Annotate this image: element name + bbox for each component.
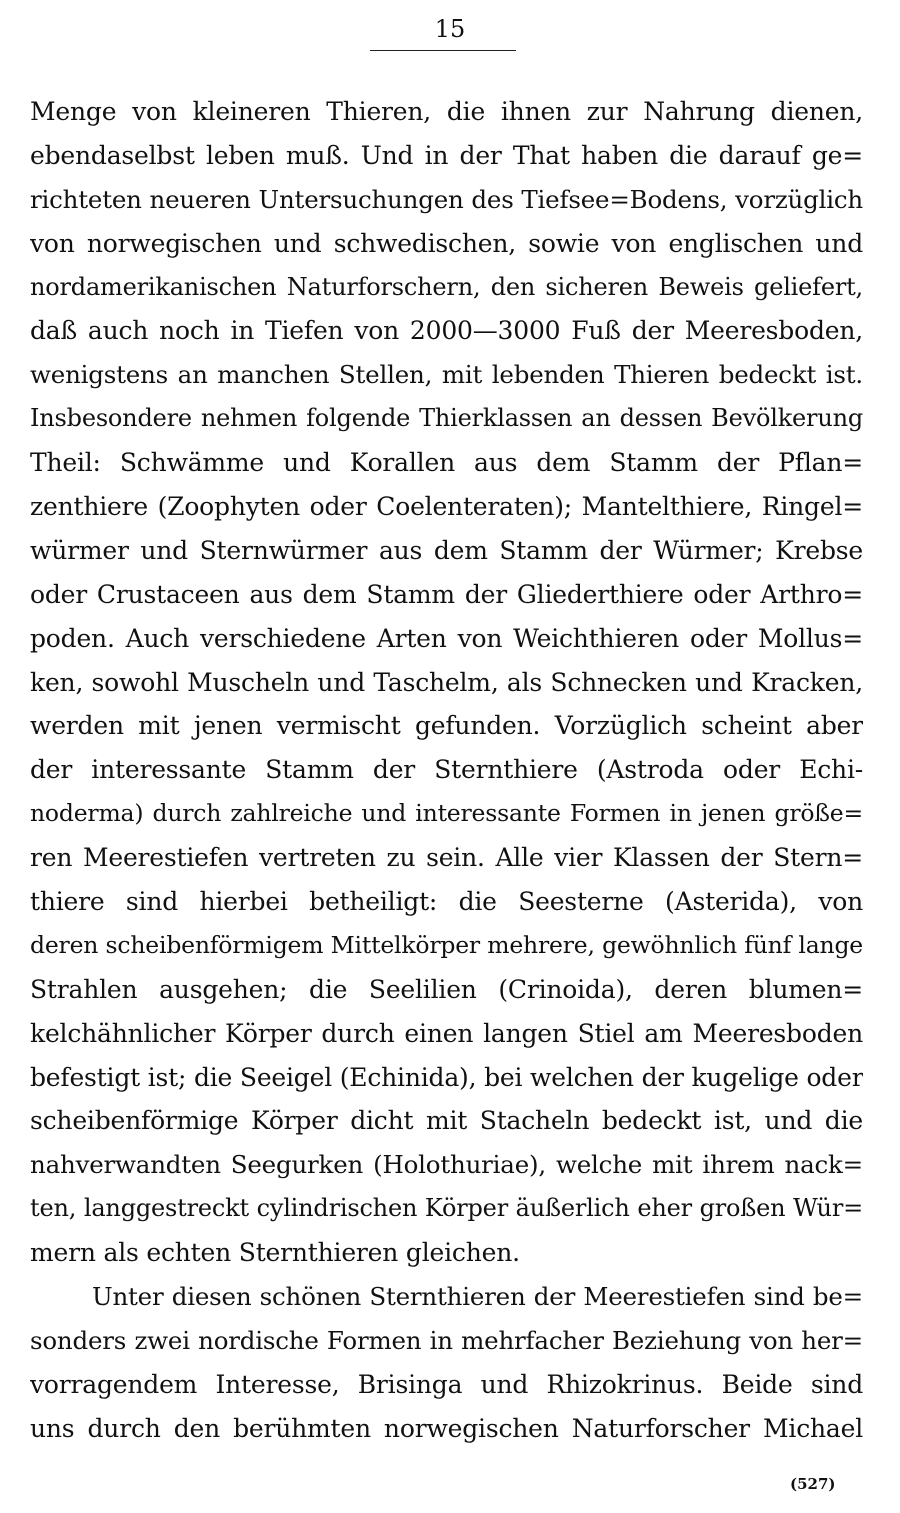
text-line: nordamerikanischen Naturforschern, den sicheren Beweis geliefert, — [30, 272, 863, 301]
text-line: würmer und Sternwürmer aus dem Stamm der Würmer; Krebse — [30, 535, 863, 565]
text-line: sonders zwei nordische Formen in mehrfacher Beziehung von her= — [30, 1325, 863, 1355]
text-line: mern als echten Sternthieren gleichen. — [30, 1238, 520, 1268]
text-line: noderma) durch zahlreiche und interessante Formen in jenen größe= — [30, 799, 863, 828]
header-rule — [370, 50, 516, 51]
text-line: befestigt ist; die Seeigel (Echinida), bei welchen der kugelige oder — [30, 1062, 863, 1092]
text-line: werden mit jenen vermischt gefunden. Vorzüglich scheint aber — [30, 711, 863, 741]
text-line: vorragendem Interesse, Brisinga und Rhizokrinus. Beide sind — [30, 1369, 863, 1399]
text-line: thiere sind hierbei betheiligt: die Seesterne (Asterida), von — [30, 887, 863, 917]
text-line: scheibenförmige Körper dicht mit Stacheln bedeckt ist, und die — [30, 1106, 863, 1136]
text-line: Unter diesen schönen Sternthieren der Meerestiefen sind be= — [92, 1282, 863, 1312]
text-line: deren scheibenförmigem Mittelkörper mehrere, gewöhnlich fünf lange — [30, 930, 863, 959]
text-line: nahverwandten Seegurken (Holothuriae), welche mit ihrem nack= — [30, 1150, 863, 1180]
text-line: poden. Auch verschiedene Arten von Weichthieren oder Mollus= — [30, 623, 863, 653]
text-line: Strahlen ausgehen; die Seelilien (Crinoida), deren blumen= — [30, 974, 863, 1004]
text-line: ten, langgestreckt cylindrischen Körper äußerlich eher großen Wür= — [30, 1194, 863, 1223]
text-line: Menge von kleineren Thieren, die ihnen zur Nahrung dienen, — [30, 97, 863, 126]
text-line: oder Crustaceen aus dem Stamm der Gliederthiere oder Arthro= — [30, 579, 863, 609]
text-line: der interessante Stamm der Sternthiere (Astroda oder Echi- — [30, 755, 863, 785]
text-line: daß auch noch in Tiefen von 2000—3000 Fuß der Meeresboden, — [30, 316, 863, 346]
text-line: wenigstens an manchen Stellen, mit lebenden Thieren bedeckt ist. — [30, 360, 863, 390]
body-text — [30, 90, 863, 1451]
text-line: zenthiere (Zoophyten oder Coelenteraten); Mantelthiere, Ringel= — [30, 492, 863, 522]
text-line: ken, sowohl Muscheln und Taschelm, als Schnecken und Kracken, — [30, 667, 863, 697]
text-line: ebendaselbst leben muß. Und in der That haben die darauf ge= — [30, 140, 863, 170]
page-number: 15 — [434, 15, 466, 43]
text-line: kelchähnlicher Körper durch einen langen Stiel am Meeresboden — [30, 1018, 863, 1048]
text-line: Theil: Schwämme und Korallen aus dem Stamm der Pflan= — [30, 448, 863, 478]
text-line: Insbesondere nehmen folgende Thierklassen an dessen Bevölkerung — [30, 404, 863, 433]
text-line: uns durch den berühmten norwegischen Naturforscher Michael — [30, 1413, 863, 1443]
text-line: richteten neueren Untersuchungen des Tiefsee=Bodens, vorzüglich — [30, 184, 863, 214]
text-line: von norwegischen und schwedischen, sowie von englischen und — [30, 228, 863, 258]
signature-mark: (527) — [790, 1475, 836, 1493]
text-line: ren Meerestiefen vertreten zu sein. Alle vier Klassen der Stern= — [30, 843, 863, 873]
